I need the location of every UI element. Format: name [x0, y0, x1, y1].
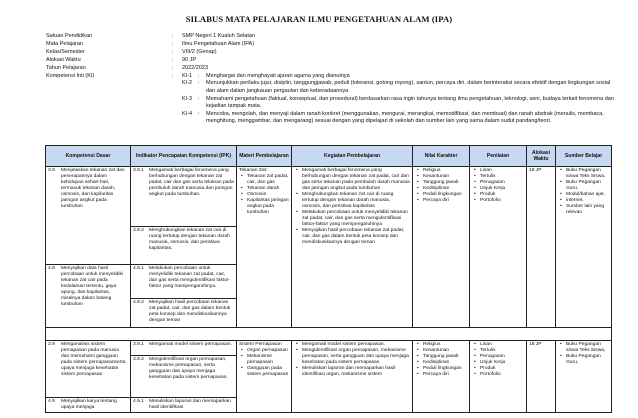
- ki-colon: :: [198, 110, 200, 117]
- meta-row-kelas: [46, 49, 616, 57]
- penilaian-list: [472, 342, 524, 378]
- list-item: • Melakukan percobaan untuk menyelidiki tekanan zat padat, cair, dan gas serta mengidentifikasi faktor-faktor yang mempengaruhinya: [302, 210, 410, 228]
- ki-item: [182, 80, 616, 95]
- meta-label: Alokasi Waktu: [46, 56, 81, 63]
- nilai-list: [415, 168, 467, 204]
- nilai-list: [415, 342, 467, 378]
- meta-label: Kelas/Semester: [46, 48, 85, 55]
- list-item: • Kesantunan: [423, 348, 467, 354]
- header-kegiatan: Kegiatan Pembelajaran: [292, 146, 413, 167]
- ipk-text: Mengamati berbagai fenomena yang berhubungan dengan tekanan zat padat, cair dan gas serta tekanan pada pembuluh darah manusia dan jaringan angkut pada tumbuhan.: [149, 168, 234, 197]
- list-item: • Peduli lingkungan: [423, 366, 467, 372]
- list-item: • Mengamati berbagai fenomena yang berhubungan dengan tekanan zat padat, cair dan gas serta tekanan pada pembuluh darah manusia dan jaringan angkut pada tumbuhan: [302, 168, 410, 192]
- list-item: • Kedisiplinan: [423, 360, 467, 366]
- ipk-cell: [131, 341, 237, 398]
- list-item: • Penugasan: [480, 180, 524, 186]
- ipk-text: Mengidentifikasi organ pernapasan, mekanisme pernapasan, serta gangguan dan upaya menjaga kesehatan pada sistem pernapasan.: [149, 357, 228, 380]
- ki-item: [182, 73, 616, 81]
- list-item: • Mengamati model sistem pernapasan.: [302, 342, 410, 348]
- list-item: • Kapilaritas jaringan angkut pada tumbuhan: [247, 198, 289, 216]
- header-nilai-karakter: Nilai Karakter: [413, 146, 470, 167]
- meta-value: 2022/2023: [182, 64, 208, 71]
- materi-list: [239, 348, 289, 378]
- ipk-cell: [131, 167, 237, 265]
- ipk-number: 3.8.2: [133, 228, 144, 233]
- table-row: [46, 167, 612, 265]
- list-item: • Mekanisme pernapasan: [247, 354, 289, 366]
- penilaian-cell: [470, 167, 527, 328]
- meta-colon: :: [172, 64, 174, 71]
- ki-list: [182, 73, 616, 126]
- header-alokasi-waktu: Alokasi Waktu: [527, 146, 556, 167]
- ki-text: Menghargai dan menghayati ajaran agama yang dianutnya: [206, 72, 350, 79]
- syllabus-meta: [46, 33, 616, 126]
- list-item: • Religius: [423, 342, 467, 348]
- ki-text: Menunjukkan perilaku jujur, disiplin, tanggungjawab, peduli (toleransi, gotong royong), santun, percaya diri, dalam berinteraksi secara efektif dengan lingkungan sosial dan alam dalam jangkauan pergaulan dan keberadaannya: [206, 80, 611, 95]
- penilaian-list: [472, 168, 524, 204]
- meta-label: Kompetensi Inti (KI): [46, 72, 95, 79]
- meta-value: Ilmu Pengetahuan Alam (IPA): [182, 40, 255, 47]
- ki-colon: :: [198, 72, 200, 79]
- ipk-number: 3.8.1: [133, 168, 144, 173]
- list-item: • Tertulis: [480, 348, 524, 354]
- kd-text: Menjelaskan tekanan zat dan penerapannya dalam kehidupan sehari-hari, termasuk tekanan darah, osmosis, dan kapilaritas jaringan angkut pada tumbuhan: [61, 168, 125, 209]
- list-item: • Religius: [423, 168, 467, 174]
- kd-number: 3.9: [48, 342, 55, 347]
- list-item: • Portofolio: [480, 198, 524, 204]
- meta-colon: :: [172, 48, 174, 55]
- kd-number: 4.9: [48, 399, 55, 404]
- ki-text: Mencoba, mengolah, dan menyaji dalam ranah konkret (menggunakan, mengurai, merangkai, memodifikasi, dan membuat) dan ranah abstrak (menulis, membaca, menghitung, menggambar, dan mengarang) sesuai dengan yang dipelajari di sekolah dan sumber lain yang sama dalam sudut pandang/teori.: [206, 110, 604, 125]
- meta-label: Satuan Pendidikan: [46, 33, 93, 39]
- meta-row-alokasi: [46, 57, 616, 65]
- kegiatan-cell: [292, 341, 413, 413]
- meta-label: Tahun Pelajaran: [46, 64, 86, 71]
- ipk-text: Menyajikan hasil percobaan tekanan zat padat, cair, dan gas dalam bentuk peta konsep dan mendiskusikannya dengan teman: [149, 300, 231, 323]
- ipk-number: 3.9.1: [133, 342, 144, 347]
- list-item: • Percaya diri: [423, 372, 467, 378]
- list-item: • Portofolio: [480, 372, 524, 378]
- list-item: • Tertulis: [480, 174, 524, 180]
- meta-label: Mata Pelajaran: [46, 40, 83, 47]
- ipk-number: 4.8.1: [133, 266, 144, 271]
- list-item: • Peduli lingkungan: [423, 192, 467, 198]
- table-row: [46, 341, 612, 398]
- list-item: • Menghubungkan tekanan zat cair di ruang tertutup dengan tekanan darah manusia, osmosis, dan peristiwa kapilaritas: [302, 192, 410, 210]
- kd-cell: [46, 341, 131, 398]
- header-materi: Materi Pembelajaran: [237, 146, 292, 167]
- materi-cell: [237, 167, 292, 328]
- sumber-cell: [556, 341, 612, 413]
- materi-title: Tekanan Zat:: [239, 168, 268, 173]
- list-item: • Lisan: [480, 342, 524, 348]
- kegiatan-list: [294, 342, 410, 378]
- meta-value: 90 JP: [182, 56, 197, 63]
- list-item: • Lisan: [480, 168, 524, 174]
- penilaian-cell: [470, 341, 527, 413]
- list-item: • Percaya diri: [423, 198, 467, 204]
- meta-colon: :: [172, 72, 174, 79]
- syllabus-table: [45, 145, 612, 413]
- kd-cell: [46, 398, 131, 413]
- list-item: • Produk: [480, 192, 524, 198]
- header-kompetensi-dasar: Kompetensi Dasar: [46, 146, 131, 167]
- ki-item: [182, 96, 616, 111]
- meta-colon: :: [172, 56, 174, 63]
- ki-code: KI-2: [182, 80, 193, 87]
- kegiatan-cell: [292, 167, 413, 328]
- ki-text: Memahami pengetahuan (faktual, konseptual, dan prosedural) berdasarkan rasa ingin tahunya tentang ilmu pengetahuan, teknologi, seni, budaya terkait fenomena dan kejadian tampak mata.: [206, 95, 614, 110]
- kd-text: Menyajikan karya tentang upaya menjaga: [61, 399, 117, 410]
- list-item: • Tekanan zat padat, cair, dan gas: [247, 174, 289, 186]
- list-item: • Organ pernapasan: [247, 348, 289, 354]
- meta-row-satuan: [46, 33, 616, 41]
- materi-cell: [237, 341, 292, 413]
- list-item: • Unjuk Kerja: [480, 360, 524, 366]
- kd-cell: [46, 265, 131, 328]
- header-penilaian: Penilaian: [470, 146, 527, 167]
- list-item: • Osmosis: [247, 192, 289, 198]
- ipk-text: Mengamati model sistem pernapasan.: [149, 342, 232, 347]
- table-header-row: [46, 146, 612, 167]
- materi-list: [239, 174, 289, 216]
- ipk-number: 4.9.1: [133, 399, 144, 404]
- ki-colon: :: [198, 95, 200, 102]
- list-item: • Buku Pegangan Guru,: [566, 180, 609, 192]
- list-item: • Tekanan darah: [247, 186, 289, 192]
- header-ipk: Indikator Pencapaian Kompetensi (IPK): [131, 146, 237, 167]
- ipk-cell: [131, 398, 237, 413]
- sumber-list: [558, 168, 609, 216]
- list-item: • Menuliskan laporan dan memaparkan hasil identifikasi organ, mekanisme sistem: [302, 366, 410, 378]
- ki-code: KI-4: [182, 110, 193, 117]
- list-item: • Unjuk Kerja: [480, 186, 524, 192]
- ipk-number: 3.9.2: [133, 357, 144, 362]
- document-title: SILABUS MATA PELAJARAN ILMU PENGETAHUAN ALAM (IPA): [185, 14, 453, 24]
- ipk-number: 4.8.2: [133, 300, 144, 305]
- meta-row-tahun: [46, 65, 616, 73]
- sumber-cell: [556, 167, 612, 328]
- list-item: • Kedisiplinan: [423, 186, 467, 192]
- list-item: • Produk: [480, 366, 524, 372]
- list-item: • Sumber lain yang relevan: [566, 204, 609, 216]
- ipk-text: Menghubungkan tekanan zat cair di ruang tertutup dengan tekanan darah manusia, osmosis, dan peristiwa kapilaritas.: [149, 228, 230, 251]
- separator-row: [46, 328, 612, 341]
- meta-value: SMP Negeri 1 Kualuh Selatan: [182, 33, 255, 39]
- list-item: • Tanggung jawab: [423, 180, 467, 186]
- list-item: • Gangguan pada sistem pernapasan: [247, 366, 289, 378]
- list-item: • Buku Pegangan siswa Teks Siswa,: [566, 168, 609, 180]
- kd-text: Menganalisis sistem pernapasan pada manusia dan memahami gangguan pada sistem pernapasanserta upaya menjaga kesehatan sistem pernapasan: [61, 342, 126, 377]
- list-item: • Menyajikan hasil percobaan tekanan zat padat, cair, dan gas dalam bentuk peta konsep dan mendiskusikannya dengan teman: [302, 228, 410, 246]
- list-item: • Tanggung jawab: [423, 354, 467, 360]
- ki-code: KI-3: [182, 95, 193, 102]
- kegiatan-list: [294, 168, 410, 246]
- list-item: • Mengidentifikasi organ pernapasan, mekanisme pernapasan, serta gangguan dan upaya menjaga kesehatan pada sistem pernapasan: [302, 348, 410, 366]
- meta-value: VIII/2 (Genap): [182, 48, 217, 55]
- materi-title: Sistem Pernapasan: [239, 342, 282, 347]
- ki-item: [182, 111, 616, 126]
- nilai-cell: [413, 341, 470, 413]
- kd-number: 4.8: [48, 266, 55, 271]
- list-item: • Kesantunan: [423, 174, 467, 180]
- list-item: • Buku Pegangan Guru,: [566, 354, 609, 366]
- ki-code: KI-1: [182, 72, 193, 79]
- sumber-list: [558, 342, 609, 366]
- ipk-text: Menuliskan laporan dan memaparkan hasil identifikasi: [149, 399, 231, 410]
- alokasi-cell: 18 JP: [527, 167, 556, 328]
- meta-colon: :: [172, 40, 174, 47]
- meta-row-mapel: [46, 41, 616, 49]
- separator-cell: [46, 328, 612, 341]
- list-item: • Modul/bahan ajar,: [566, 192, 609, 198]
- ipk-cell: [131, 265, 237, 328]
- kd-cell: [46, 167, 131, 265]
- list-item: • Buku Pegangan siswa Teks Siswa,: [566, 342, 609, 354]
- meta-colon: :: [172, 33, 174, 39]
- kd-text: Menyajikan data hasil percobaan untuk menyelidiki tekanan zat cair pada kedalaman tertentu, gaya apung, dan kapilaritas, misalnya dalam batang tumbuhan: [61, 266, 123, 307]
- list-item: • Penugasan: [480, 354, 524, 360]
- ipk-text: Melakukan percobaan untuk menyelidiki tekanan zat padat, cair, dan gas serta mengidentifikasi faktor-faktor yang mempengaruhinya.: [149, 266, 231, 289]
- meta-row-ki: [46, 73, 616, 126]
- header-sumber-belajar: Sumber Belajar: [556, 146, 612, 167]
- kd-number: 3.8: [48, 168, 55, 173]
- alokasi-cell: 18 JP: [527, 341, 556, 413]
- nilai-cell: [413, 167, 470, 328]
- list-item: • internet,: [566, 198, 609, 204]
- ki-colon: :: [198, 80, 200, 87]
